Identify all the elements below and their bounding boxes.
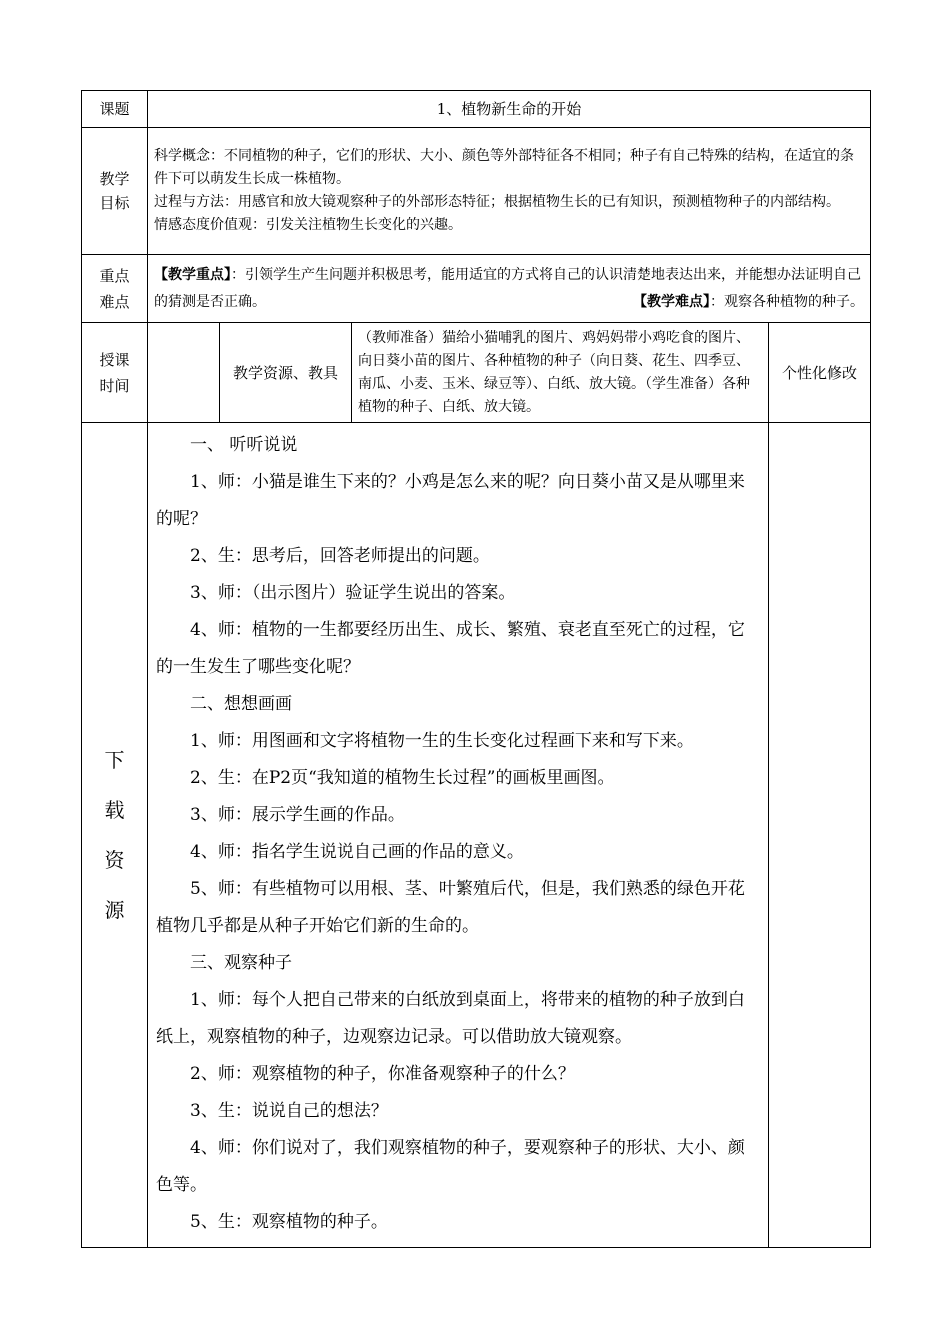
goal-process: 过程与方法：用感官和放大镜观察种子的外部形态特征；根据植物生长的已有知识，预测植物种子的内部结构。 bbox=[154, 194, 840, 210]
goal-attitude: 情感态度价值观：引发关注植物生长变化的兴趣。 bbox=[154, 217, 462, 233]
body-paragraph: 3、师：展示学生画的作品。 bbox=[190, 805, 405, 825]
personal-edit-label: 个性化修改 bbox=[769, 323, 871, 423]
resources-label: 教学资源、教具 bbox=[220, 323, 352, 423]
difficulty-tag: 【教学难点】 bbox=[633, 293, 711, 310]
goals-label: 教学目标 bbox=[82, 128, 148, 255]
section-heading-2: 二、想想画画 bbox=[190, 694, 292, 714]
time-value bbox=[148, 323, 220, 423]
time-label: 授课时间 bbox=[82, 323, 148, 423]
personal-edit-column bbox=[769, 423, 871, 1248]
key-point-tag: 【教学重点】 bbox=[154, 266, 231, 283]
body-paragraph: 2、生：在P2页“我知道的植物生长过程”的画板里画图。 bbox=[190, 768, 615, 788]
topic-title: 1、植物新生命的开始 bbox=[148, 91, 871, 128]
side-char-1: 下 bbox=[104, 748, 125, 772]
body-paragraph: 4、师：植物的一生都要经历出生、成长、繁殖、衰老直至死亡的过程，它的一生发生了哪些变化呢？ bbox=[156, 620, 745, 677]
lesson-plan-table bbox=[81, 90, 871, 1248]
body-paragraph: 1、师：每个人把自己带来的白纸放到桌面上，将带来的植物的种子放到白纸上，观察植物的种子，边观察边记录。可以借助放大镜观察。 bbox=[156, 990, 745, 1047]
focus-label: 重点难点 bbox=[82, 255, 148, 323]
body-paragraph: 3、师：（出示图片）验证学生说出的答案。 bbox=[190, 583, 516, 603]
section-heading-1: 一、 听听说说 bbox=[190, 435, 298, 455]
goal-concept: 科学概念：不同植物的种子，它们的形状、大小、颜色等外部特征各不相同；种子有自己特殊的结构，在适宜的条件下可以萌发生长成一株植物。 bbox=[154, 148, 854, 187]
body-paragraph: 3、生：说说自己的想法？ bbox=[190, 1101, 388, 1121]
focus-row bbox=[82, 255, 871, 323]
side-label bbox=[82, 423, 148, 1248]
time-row bbox=[82, 323, 871, 423]
body-paragraph: 1、师：小猫是谁生下来的？小鸡是怎么来的呢？向日葵小苗又是从哪里来的呢？ bbox=[156, 472, 745, 529]
side-char-3: 资 bbox=[104, 848, 125, 872]
body-row bbox=[82, 423, 871, 1248]
body-paragraph: 1、师：用图画和文字将植物一生的生长变化过程画下来和写下来。 bbox=[190, 731, 694, 751]
resources-text: （教师准备）猫给小猫哺乳的图片、鸡妈妈带小鸡吃食的图片、向日葵小苗的图片、各种植物的种子（向日葵、花生、四季豆、南瓜、小麦、玉米、绿豆等）、白纸、放大镜。（学生准备）各种植物的种子、白纸、放大镜。 bbox=[352, 323, 769, 423]
focus-content bbox=[148, 255, 871, 323]
goals-row bbox=[82, 128, 871, 255]
topic-label: 课题 bbox=[82, 91, 148, 128]
goals-content bbox=[148, 128, 871, 255]
side-char-4: 源 bbox=[104, 898, 125, 922]
body-paragraph: 5、生：观察植物的种子。 bbox=[190, 1212, 388, 1232]
body-paragraph: 2、生：思考后，回答老师提出的问题。 bbox=[190, 546, 490, 566]
body-paragraph: 2、师：观察植物的种子，你准备观察种子的什么？ bbox=[190, 1064, 575, 1084]
difficulty-text: ：观察各种植物的种子。 bbox=[710, 293, 865, 310]
topic-row bbox=[82, 91, 871, 128]
body-paragraph: 4、师：你们说对了，我们观察植物的种子，要观察种子的形状、大小、颜色等。 bbox=[156, 1138, 745, 1195]
lesson-body bbox=[148, 423, 769, 1248]
key-point-text: ：引领学生产生问题并积极思考，能用适宜的方式将自己的认识清楚地表达出来，并能想办法证明自己的猜测是否正确。 bbox=[154, 266, 861, 310]
body-paragraph: 4、师：指名学生说说自己画的作品的意义。 bbox=[190, 842, 524, 862]
section-heading-3: 三、观察种子 bbox=[190, 953, 292, 973]
body-paragraph: 5、师：有些植物可以用根、茎、叶繁殖后代，但是，我们熟悉的绿色开花植物几乎都是从种子开始它们新的生命的。 bbox=[156, 879, 745, 936]
side-char-2: 载 bbox=[104, 798, 125, 822]
